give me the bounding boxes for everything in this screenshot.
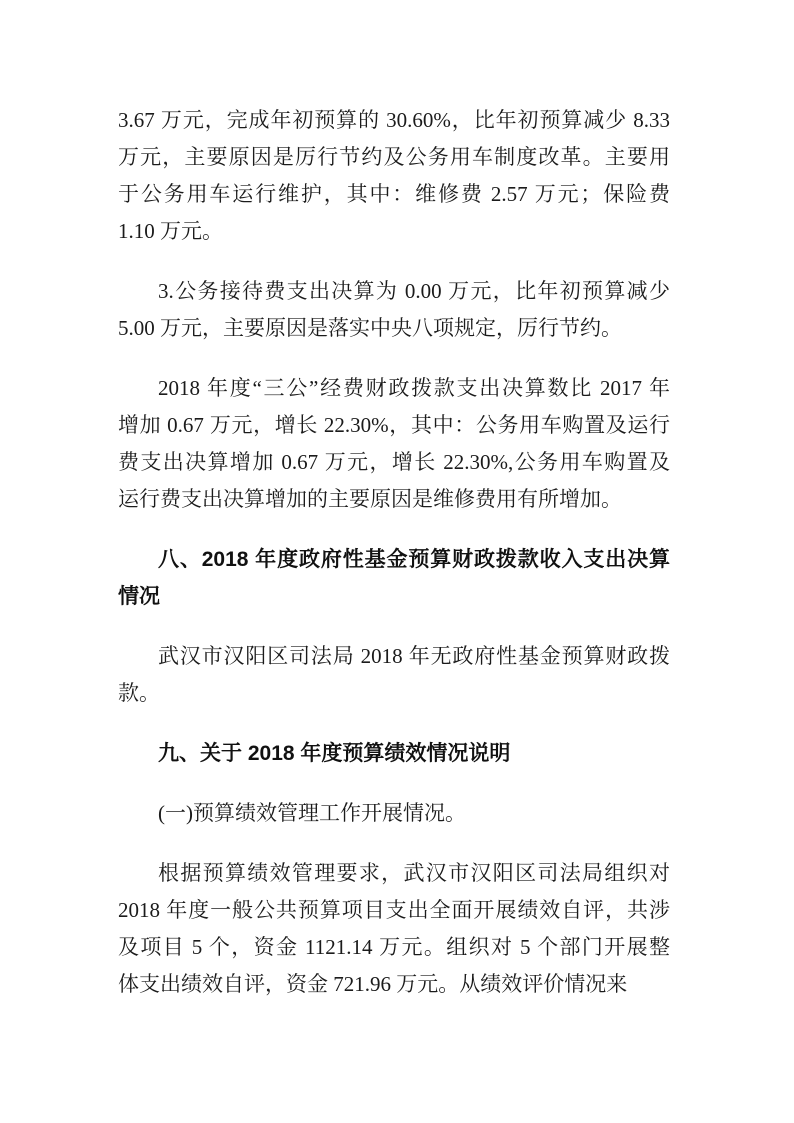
text-line: 体支出绩效自评，资金 721.96 万元。从绩效评价情况来 bbox=[118, 972, 628, 996]
text-line: 2018 年度一般公共预算项目支出全面开展绩效自评，共涉 bbox=[118, 898, 670, 922]
paragraph bbox=[118, 102, 670, 250]
heading-line: 九、关于 2018 年度预算绩效情况说明 bbox=[158, 742, 511, 765]
text-line: 增加 0.67 万元，增长 22.30%，其中：公务用车购置及运行 bbox=[118, 413, 670, 437]
paragraph bbox=[118, 370, 670, 518]
heading-line: 八、2018 年度政府性基金预算财政拨款收入支出决算 bbox=[158, 548, 670, 571]
text-line: 费支出决算增加 0.67 万元，增长 22.30%,公务用车购置及 bbox=[118, 450, 670, 474]
section-heading bbox=[118, 541, 670, 615]
paragraph bbox=[118, 855, 670, 1003]
text-line: 万元，主要原因是厉行节约及公务用车制度改革。主要用 bbox=[118, 145, 670, 169]
text-line: 运行费支出决算增加的主要原因是维修费用有所增加。 bbox=[118, 487, 622, 511]
text-line: 武汉市汉阳区司法局 2018 年无政府性基金预算财政拨 bbox=[158, 644, 670, 668]
document-content bbox=[118, 102, 670, 1026]
text-line: 于公务用车运行维护，其中：维修费 2.57 万元；保险费 bbox=[118, 182, 670, 206]
text-line: 3.67 万元，完成年初预算的 30.60%，比年初预算减少 8.33 bbox=[118, 108, 670, 132]
paragraph bbox=[118, 273, 670, 347]
paragraph bbox=[118, 795, 670, 832]
text-line: (一)预算绩效管理工作开展情况。 bbox=[158, 801, 466, 825]
text-line: 及项目 5 个，资金 1121.14 万元。组织对 5 个部门开展整 bbox=[118, 935, 670, 959]
section-heading bbox=[118, 735, 670, 772]
heading-line: 情况 bbox=[118, 585, 160, 608]
paragraph bbox=[118, 638, 670, 712]
text-line: 1.10 万元。 bbox=[118, 219, 223, 243]
text-line: 2018 年度“三公”经费财政拨款支出决算数比 2017 年 bbox=[158, 376, 670, 400]
text-line: 5.00 万元，主要原因是落实中央八项规定，厉行节约。 bbox=[118, 316, 622, 340]
text-line: 3.公务接待费支出决算为 0.00 万元，比年初预算减少 bbox=[158, 279, 670, 303]
text-line: 根据预算绩效管理要求，武汉市汉阳区司法局组织对 bbox=[158, 861, 670, 885]
text-line: 款。 bbox=[118, 681, 160, 705]
